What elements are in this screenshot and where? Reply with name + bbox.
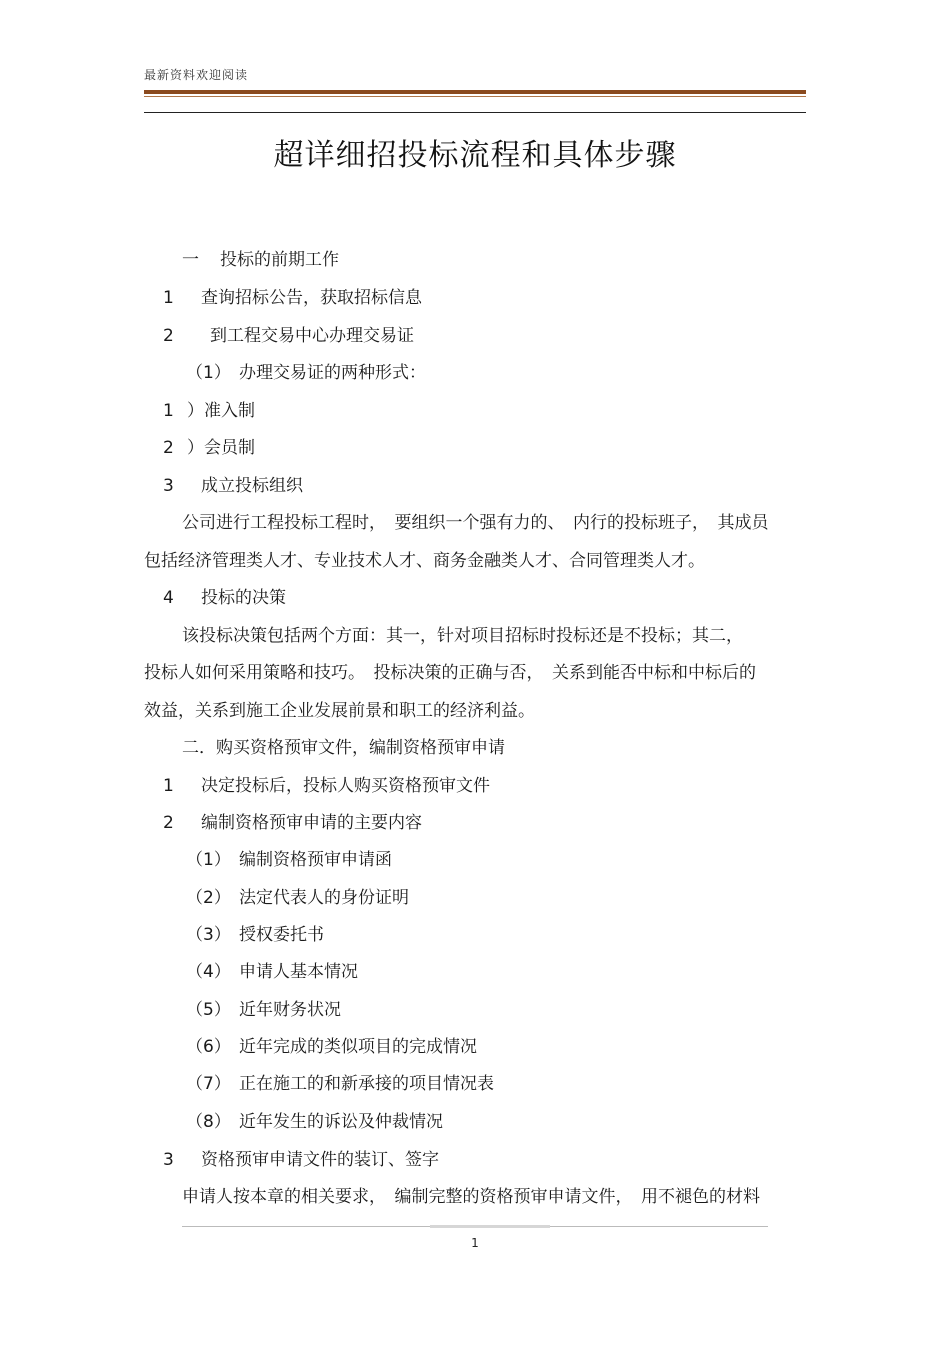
line-text: 投标的决策 [201,588,286,608]
list-item [163,775,490,797]
line-num: 1 [163,776,174,796]
list-item [163,287,422,309]
line-num: 2 [163,438,174,458]
line-num: 2 [163,813,174,833]
line-num: （6） [186,1037,231,1057]
line-num: （3） [186,925,231,945]
header-label: 最新资料欢迎阅读 [144,68,249,82]
line-text: 该投标决策包括两个方面：其一，针对项目招标时投标还是不投标；其二， [182,626,743,646]
paragraph-line [182,512,769,534]
line-num: 1 [163,401,174,421]
paragraph-line [182,1186,760,1208]
line-text: 包括经济管理类人才、专业技术人才、商务金融类人才、合同管理类人才。 [144,551,705,571]
line-num: （1） [186,363,231,383]
line-num: 一 [182,250,199,270]
sub-item [186,999,341,1021]
line-num: 3 [163,476,174,496]
line-text: 近年财务状况 [239,1000,341,1020]
sub-item [186,362,426,384]
line-text: 申请人按本章的相关要求， 编制完整的资格预审申请文件， 用不褪色的材料 [182,1187,760,1207]
paragraph-line [144,700,535,722]
header-rule-dark [144,112,806,113]
footer-rule-accent [430,1225,550,1228]
line-text: 成立投标组织 [201,476,303,496]
line-num: （4） [186,962,231,982]
line-text: 办理交易证的两种形式： [239,363,426,383]
line-text: 效益，关系到施工企业发展前景和职工的经济利益。 [144,701,535,721]
line-text: 查询招标公告，获取招标信息 [201,288,422,308]
sub-item [186,849,392,871]
line-text: 近年发生的诉讼及仲裁情况 [239,1112,443,1132]
list-item [163,587,286,609]
list-item [163,1149,439,1171]
paragraph-line [144,550,705,572]
line-text: 编制资格预审申请的主要内容 [201,813,422,833]
document-title: 超详细招投标流程和具体步骤 [273,138,677,173]
line-num: （1） [186,850,231,870]
page-number: 1 [471,1236,479,1250]
line-text: 授权委托书 [239,925,324,945]
line-num: 3 [163,1150,174,1170]
line-text: 编制资格预审申请函 [239,850,392,870]
list-item [163,437,255,459]
sub-item [186,924,324,946]
line-text: 资格预审申请文件的装订、签字 [201,1150,439,1170]
line-num: （5） [186,1000,231,1020]
header-rule-thick [144,90,806,94]
line-text: 公司进行工程投标工程时， 要组织一个强有力的、 内行的投标班子， 其成员 [182,513,769,533]
section-heading [182,249,339,271]
sub-item [186,887,409,909]
list-item [163,475,303,497]
sub-item [186,1111,443,1133]
line-num: （8） [186,1112,231,1132]
section-heading [182,737,505,759]
line-num: （2） [186,888,231,908]
line-num: 4 [163,588,174,608]
line-num: 2 [163,326,174,346]
list-item [163,400,255,422]
line-text: 申请人基本情况 [239,962,358,982]
line-text: ）会员制 [187,438,255,458]
paragraph-line [144,662,756,684]
line-text: 投标人如何采用策略和技巧。 投标决策的正确与否， 关系到能否中标和中标后的 [144,663,756,683]
list-item [163,812,422,834]
line-text: ）准入制 [187,401,255,421]
line-num: （7） [186,1074,231,1094]
sub-item [186,1073,494,1095]
line-num: 1 [163,288,174,308]
line-text: 到工程交易中心办理交易证 [210,326,414,346]
line-text: 法定代表人的身份证明 [239,888,409,908]
line-text: 投标的前期工作 [220,250,339,270]
line-text: 近年完成的类似项目的完成情况 [239,1037,477,1057]
line-text: 二．购买资格预审文件，编制资格预审申请 [182,738,505,758]
header-rule-thin [144,96,806,97]
line-text: 决定投标后，投标人购买资格预审文件 [201,776,490,796]
paragraph-line [182,625,743,647]
list-item [163,325,414,347]
sub-item [186,1036,477,1058]
line-text: 正在施工的和新承接的项目情况表 [239,1074,494,1094]
sub-item [186,961,358,983]
